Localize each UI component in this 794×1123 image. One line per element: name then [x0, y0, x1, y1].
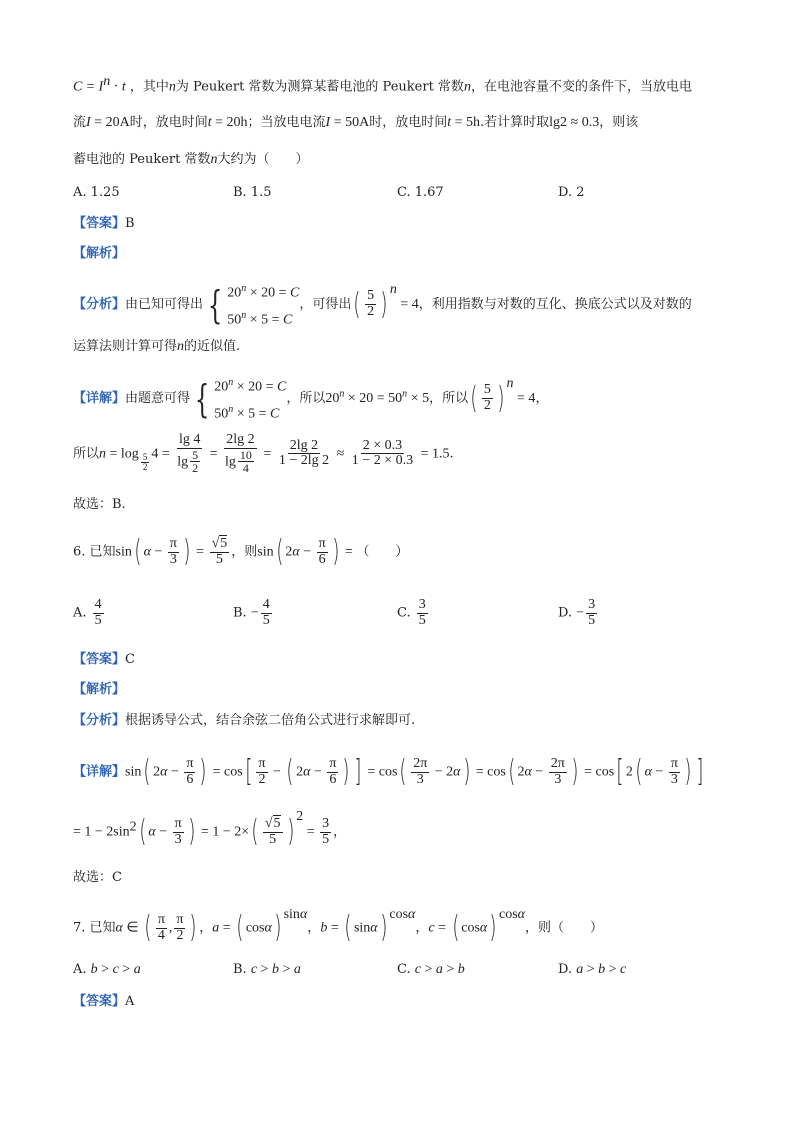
q5-fenxi: 【分析】由已知可得出 { $20^n \times 20 = C$ $50^n \times 5 = C$ ，可得出( $\frac{5}{2}$ ) $^n$ = 4，利用指数与对数的互化、换底公式以及对数的	[73, 281, 692, 328]
q5-option-b[interactable]: B. 1.5	[233, 185, 272, 200]
text: ，利用指数与对数的互化、换底公式以及对数的	[418, 297, 692, 313]
analysis-tag: 【解析】	[73, 682, 126, 697]
option-letter: B.	[233, 605, 247, 621]
answer-value: C	[125, 652, 135, 667]
fenxi-tag: 【分析】	[73, 713, 126, 728]
q7-option-a[interactable]: A. b > c > a	[73, 962, 141, 977]
q5-detail: 【详解】由题意可得 { $20^n \times 20 = C$ $50^n \times 5 = C$ ，所以$20^n \times 20 = 50^n \times 5$，所以( $\frac{5}{2}$ ) $^n$ = 4，	[73, 375, 549, 422]
q6-option-c[interactable]: C. $\frac{3}{5}$	[397, 597, 426, 628]
q5-option-a[interactable]: A. 1.25	[73, 185, 120, 200]
text: 6. 已知	[73, 544, 116, 560]
detail-tag: 【详解】	[73, 391, 126, 407]
text: ，所以	[286, 391, 326, 407]
q5-stem-line-3: 蓄电池的 Peukert 常数n大约为（ ）	[73, 152, 309, 167]
q5-option-c[interactable]: C. 1.67	[397, 185, 444, 200]
q5-stem-line-1: $C = I^n \cdot t$ ，其中n为 Peukert 常数为测算某蓄电池的 Peukert 常数n，在电池容量不变的条件下，当放电电	[73, 74, 692, 95]
text: 蓄电池的 Peukert 常数	[73, 152, 211, 167]
text: 所以	[73, 446, 100, 462]
text: 时，放电时间	[369, 115, 448, 130]
q6-option-b[interactable]: B. − $\frac{4}{5}$	[233, 597, 270, 628]
text: 流	[73, 115, 87, 130]
text: 由题意可得	[125, 391, 191, 407]
answer-value: B	[125, 216, 135, 231]
text: 大约为（ ）	[217, 152, 309, 167]
text: 由已知可得出	[125, 297, 204, 313]
q5-analysis-tag	[73, 244, 125, 264]
text: ，可得出	[299, 297, 352, 313]
q5-stem-line-2: 流I = 20A时，放电时间t = 20h；当放电电流I = 50A时，放电时间t = 5h.若计算时取lg2 ≈ 0.3，则该	[73, 115, 639, 130]
text: （ ）	[356, 544, 409, 560]
option-letter: C.	[397, 962, 411, 977]
q5-option-d[interactable]: D. 2	[558, 185, 585, 200]
answer-tag: 【答案】	[73, 994, 126, 1009]
answer-value: A	[125, 994, 135, 1009]
option-letter: C.	[397, 605, 411, 621]
text: ，所以	[429, 391, 469, 407]
q6-stem: 6. 已知sin( α − $\frac{\pi}{3}$ ) = $\frac{√5}{5}$ ，则sin( 2α − $\frac{\pi}{6}$ ) = （ ）	[73, 534, 409, 570]
fenxi-tag: 【分析】	[73, 297, 126, 313]
option-letter: A.	[73, 962, 87, 977]
text: .若计算时取	[480, 115, 550, 130]
text: ，则	[231, 544, 258, 560]
q7-option-d[interactable]: D. a > b > c	[558, 962, 627, 977]
text: ；当放电电流	[247, 115, 326, 130]
text: ，在电池容量不变的条件下，当放电电	[470, 79, 692, 95]
q5-fenxi-line-2: 运算法则计算可得n的近似值.	[73, 339, 241, 354]
text: ，其中	[129, 79, 169, 95]
text: 7. 已知	[73, 920, 116, 936]
detail-tag: 【详解】	[73, 764, 126, 780]
q5-choice: 故选：B.	[73, 497, 126, 512]
answer-tag: 【答案】	[73, 216, 126, 231]
q6-option-a[interactable]: A. $\frac{4}{5}$	[73, 597, 102, 628]
text: 运算法则计算可得	[73, 339, 178, 354]
q6-option-d[interactable]: D. − $\frac{3}{5}$	[558, 597, 596, 628]
q7-answer	[73, 992, 134, 1012]
q6-detail: 【详解】sin( 2α − $\frac{\pi}{6}$ ) = cos[ $\frac{\pi}{2}$ − ( 2α − $\frac{\pi}{6}$ ) ] = cos( $\frac{2\pi}{3}$ − 2α) = cos( 2α − $\frac{2\pi}{3}$ ) = cos[ 2( α − $\frac{\pi}{3}$ ) ]	[73, 754, 704, 790]
q7-stem: 7. 已知α ∈ ( $\frac{\pi}{4}$ , $\frac{\pi}{2}$ ) ，a = ( cosα) $^{sin\alpha}$，b = ( sinα) $^{cos\alpha}$，c = ( cosα) $^{cos\alpha}$，则（ ）	[73, 907, 604, 946]
analysis-tag: 【解析】	[73, 246, 126, 261]
q5-answer	[73, 214, 135, 234]
text: 时，放电时间	[129, 115, 208, 130]
text: 为 Peukert 常数为测算某蓄电池的 Peukert 常数	[175, 79, 464, 95]
q7-option-b[interactable]: B. c > b > a	[233, 962, 301, 977]
q6-detail-line-2: = $1 - 2\sin^2$( α − $\frac{\pi}{3}$ ) = 1 − 2×( $\frac{√5}{5}$ ) $^2$ = $\frac{3}{5}$ ，	[73, 809, 347, 850]
answer-tag: 【答案】	[73, 652, 126, 667]
option-letter: D.	[558, 605, 573, 621]
option-letter: D.	[558, 962, 573, 977]
option-letter: A.	[73, 605, 87, 621]
q6-answer	[73, 650, 135, 670]
q5-detail-calc: 所以n = log $_{\frac{5}{2}}$ 4 = lg 4 lg $\frac{5}{2}$ = 2lg 2 lg $\frac{10}{4}$ = $\frac{2\lg 2}{1 - 2\lg 2}$ ≈ $\frac{2 \times 0.3}{1 - 2 \times 0.3}$ = 1.5.	[73, 432, 454, 476]
text: 的近似值.	[184, 339, 241, 354]
q6-fenxi	[73, 711, 415, 731]
q7-option-c[interactable]: C. c > a > b	[397, 962, 465, 977]
q6-choice: 故选：C	[73, 870, 122, 885]
option-letter: B.	[233, 962, 247, 977]
text: 根据诱导公式，结合余弦二倍角公式进行求解即可.	[125, 713, 416, 728]
q6-analysis-tag	[73, 680, 125, 700]
text: ，则（ ）	[525, 920, 604, 936]
text: ，则该	[599, 115, 639, 130]
